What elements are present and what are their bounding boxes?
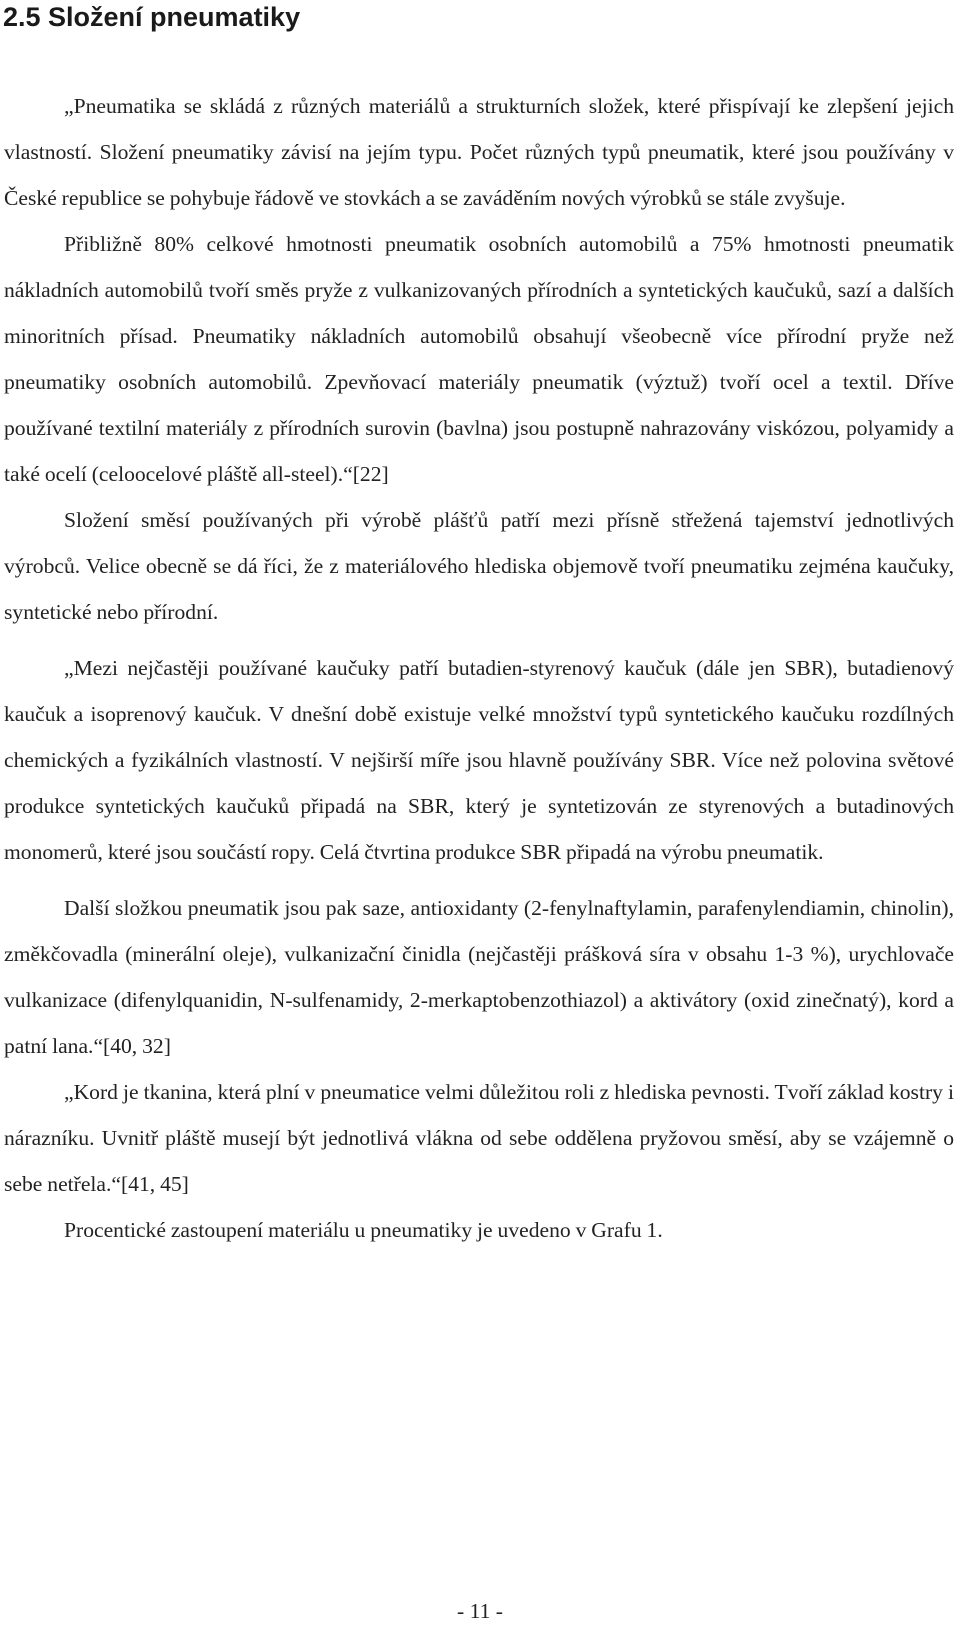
paragraph-manufacturer-secrets: Složení směsí používaných při výrobě plášťů patří mezi přísně střežená tajemství jednotlivých výrobců. Velice obecně se dá říci, že z materiálového hlediska objemově tvoří pneumatiku zejména kaučuky, syntetické nebo přírodní.	[4, 508, 954, 624]
body-text	[4, 83, 954, 1253]
page-number: - 11 -	[457, 1599, 503, 1623]
paragraph-rubber-types: „Mezi nejčastěji používané kaučuky patří butadien-styrenový kaučuk (dále jen SBR), butadienový kaučuk a isoprenový kaučuk. V dnešní době existuje velké množství typů syntetického kaučuku rozdílných chemických a fyzikálních vlastností. V nejširší míře jsou hlavně používány SBR. Více než polovina světové produkce syntetických kaučuků připadá na SBR, který je syntetizován ze styrenových a butadinových monomerů, které jsou součástí ropy. Celá čtvrtina produkce SBR připadá na výrobu pneumatik.	[4, 656, 954, 864]
paragraph-tire-materials: „Pneumatika se skládá z různých materiálů a strukturních složek, které přispívají ke zlepšení jejich vlastností. Složení pneumatiky závisí na jejím typu. Počet různých typů pneumatik, které jsou používány v České republice se pohybuje řádově ve stovkách a se zaváděním nových výrobků se stále zvyšuje.	[4, 94, 954, 210]
paragraph-other-components: Další složkou pneumatik jsou pak saze, antioxidanty (2-fenylnaftylamin, parafenylendiamin, chinolin), změkčovadla (minerální oleje), vulkanizační činidla (nejčastěji prášková síra v obsahu 1-3 %), urychlovače vulkanizace (difenylquanidin, N-sulfenamidy, 2-merkaptobenzothiazol) a aktivátory (oxid zinečnatý), kord a patní lana.“[40, 32]	[4, 896, 954, 1058]
paragraph-chart-reference: Procentické zastoupení materiálu u pneumatiky je uvedeno v Grafu 1.	[64, 1218, 663, 1242]
section-heading: 2.5 Složení pneumatiky	[3, 2, 301, 32]
paragraph-weight-composition: Přibližně 80% celkové hmotnosti pneumatik osobních automobilů a 75% hmotnosti pneumatik nákladních automobilů tvoří směs pryže z vulkanizovaných přírodních a syntetických kaučuků, sazí a dalších minoritních přísad. Pneumatiky nákladních automobilů obsahují všeobecně více přírodní pryže než pneumatiky osobních automobilů. Zpevňovací materiály pneumatik (výztuž) tvoří ocel a textil. Dříve používané textilní materiály z přírodních surovin (bavlna) jsou postupně nahrazovány viskózou, polyamidy a také ocelí (celoocelové pláště all-steel).“[22]	[4, 232, 954, 486]
paragraph-cord: „Kord je tkanina, která plní v pneumatice velmi důležitou roli z hlediska pevnosti. Tvoří základ kostry i nárazníku. Uvnitř pláště musejí být jednotlivá vlákna od sebe oddělena pryžovou směsí, aby se vzájemně o sebe netřela.“[41, 45]	[4, 1080, 954, 1196]
